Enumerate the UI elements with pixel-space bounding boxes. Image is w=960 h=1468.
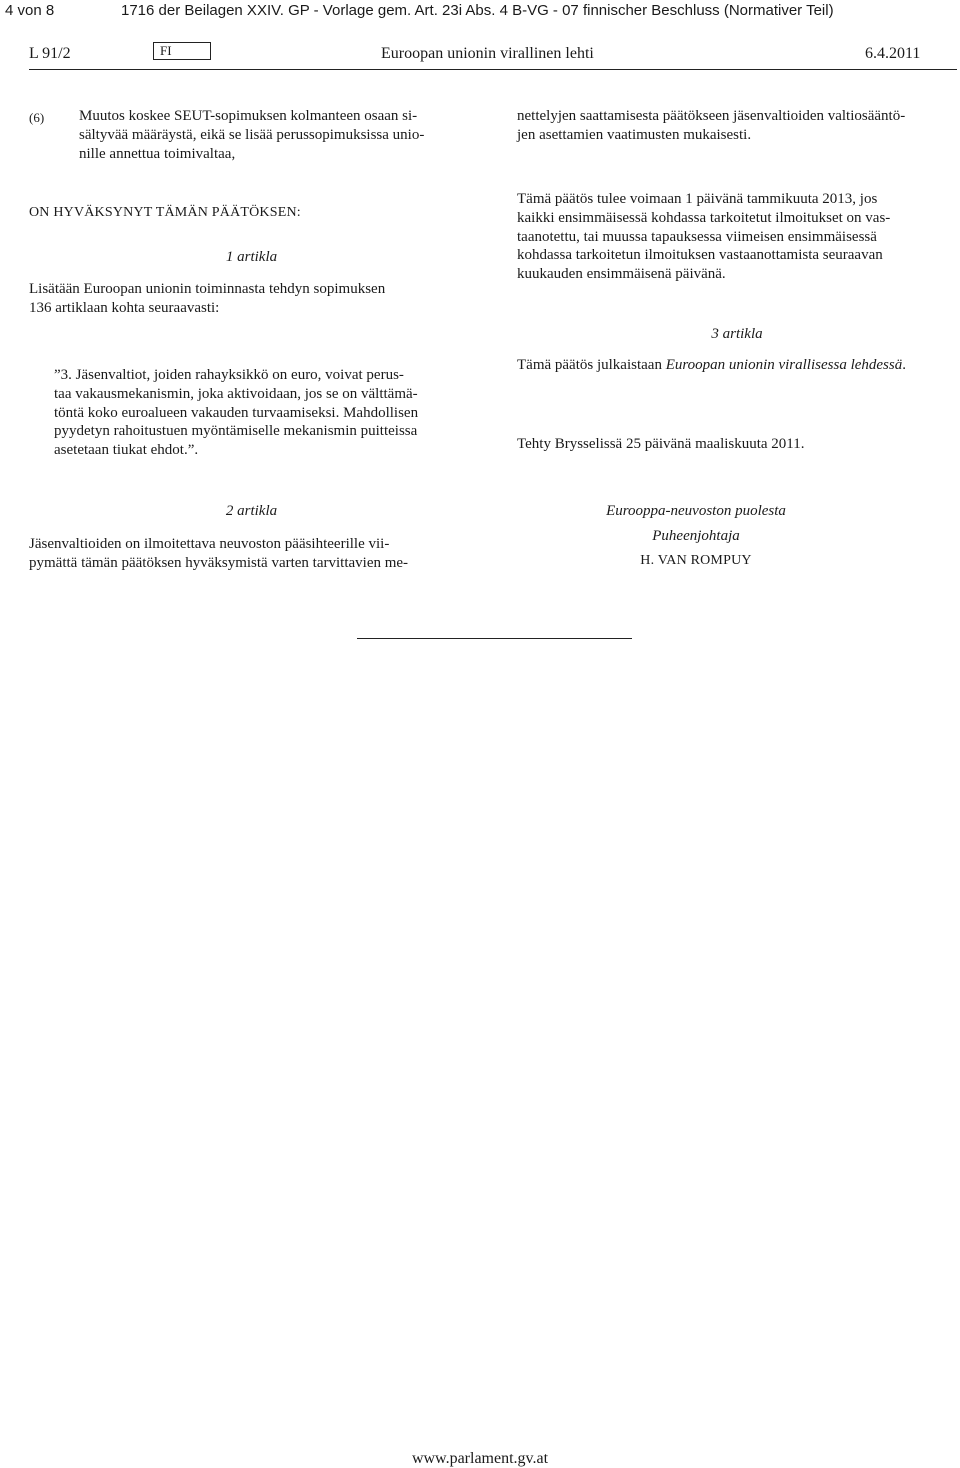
language-badge xyxy=(153,42,211,60)
article-3-text xyxy=(517,357,906,374)
entry-line: Tämä päätös tulee voimaan 1 päivänä tammikuuta 2013, jos xyxy=(517,191,878,207)
entry-line: kaikki ensimmäisessä kohdassa tarkoitetut ilmoitukset on vas- xyxy=(517,209,891,226)
end-rule xyxy=(357,638,632,639)
quote-line: asetetaan tiukat ehdot.”. xyxy=(54,442,199,459)
adoption-formula: ON HYVÄKSYNYT TÄMÄN PÄÄTÖKSEN: xyxy=(29,205,301,220)
article-3-heading: 3 artikla xyxy=(711,326,763,342)
article-2-text xyxy=(29,535,474,573)
recital-line: Muutos koskee SEUT-sopimuksen kolmanteen osaan si- xyxy=(79,108,418,124)
quote-line: ”3. Jäsenvaltiot, joiden rahayksikkö on euro, voivat perus- xyxy=(54,367,404,383)
journal-date: 6.4.2011 xyxy=(865,45,921,62)
continuation-line: jen asettamien vaatimusten mukaisesti. xyxy=(517,126,752,143)
article-2-line: pymättä tämän päätöksen hyväksymistä varten tarvittavien me- xyxy=(29,554,409,571)
entry-line: taanotettu, tai muussa tapauksessa viimeisen ensimmäisessä xyxy=(517,228,877,245)
continuation-line: nettelyjen saattamisesta päätökseen jäsenvaltioiden valtiosääntö- xyxy=(517,108,906,124)
signature-role: Puheenjohtaja xyxy=(652,528,740,544)
quote-line: töntä koko euroalueen vakauden turvaamiseksi. Mahdollisen xyxy=(54,404,419,421)
header-rule xyxy=(29,69,957,70)
entry-line: kuukauden ensimmäisenä päivänä. xyxy=(517,266,726,283)
article-1-heading: 1 artikla xyxy=(225,249,278,265)
article-3-suffix: . xyxy=(902,357,906,373)
journal-name: Euroopan unionin virallinen lehti xyxy=(381,45,594,62)
article-1-line: Lisätään Euroopan unionin toiminnasta tehdyn sopimuksen xyxy=(29,281,386,297)
article-1-line: 136 artiklaan kohta seuraavasti: xyxy=(29,299,220,316)
article-1-quote xyxy=(54,366,474,460)
footer-url[interactable]: www.parlament.gv.at xyxy=(411,1450,549,1467)
article-3-journal: Euroopan unionin virallisessa lehdessä xyxy=(665,357,903,373)
quote-line: pyydetyn rahoitustuen myöntämiselle mekanismin puitteissa xyxy=(54,423,418,440)
article-2-heading: 2 artikla xyxy=(225,503,278,519)
language-code: FI xyxy=(160,43,172,58)
article-2-continuation xyxy=(517,107,957,145)
journal-series: L 91/2 xyxy=(29,45,71,62)
signature-name: H. VAN ROMPUY xyxy=(640,553,752,568)
signature-org: Eurooppa-neuvoston puolesta xyxy=(606,503,786,519)
entry-line: kohdassa tarkoitetun ilmoituksen vastaanottamista seuraavan xyxy=(517,247,883,264)
entry-into-force-text xyxy=(517,190,957,284)
recital-line: sältyvää määräystä, eikä se lisää perussopimuksissa unio- xyxy=(79,126,425,143)
article-3-prefix: Tämä päätös julkaistaan xyxy=(517,357,666,373)
article-1-text xyxy=(29,280,474,318)
recital-number: (6) xyxy=(29,110,45,125)
done-at: Tehty Brysselissä 25 päivänä maaliskuuta 2011. xyxy=(517,436,805,452)
page-counter: 4 von 8 xyxy=(5,2,55,19)
quote-line: taa vakausmekanismin, joka aktivoidaan, jos se on välttämä- xyxy=(54,385,418,402)
recital-line: nille annettua toimivaltaa, xyxy=(79,145,236,162)
document-title: 1716 der Beilagen XXIV. GP - Vorlage gem. Art. 23i Abs. 4 B-VG - 07 finnischer Beschluss (Normativer Teil) xyxy=(121,2,834,19)
recital-text xyxy=(79,107,474,163)
article-2-line: Jäsenvaltioiden on ilmoitettava neuvoston pääsihteerille vii- xyxy=(29,536,390,552)
